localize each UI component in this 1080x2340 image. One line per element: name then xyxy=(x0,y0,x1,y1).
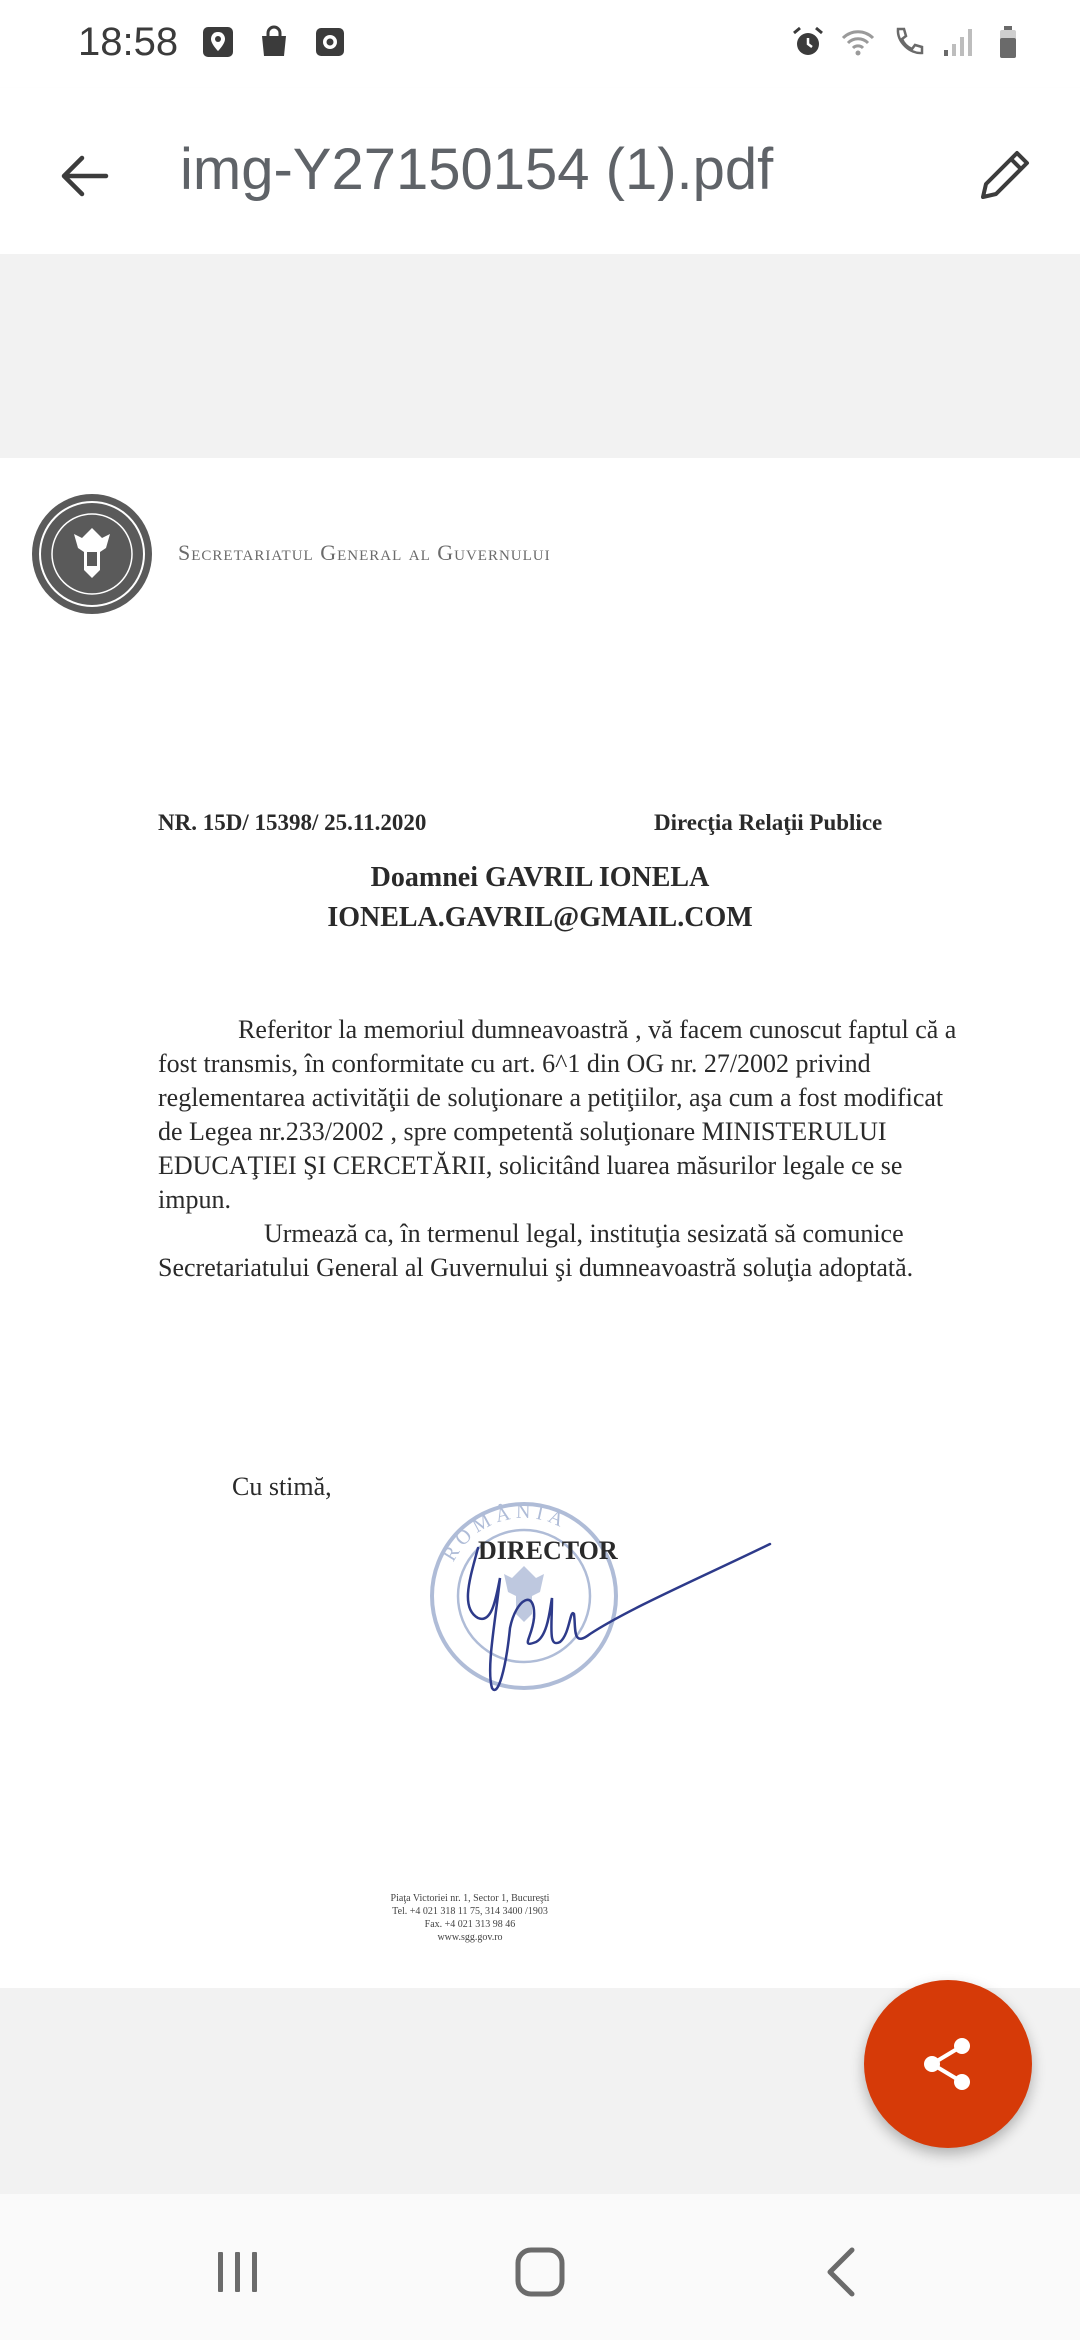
edit-button[interactable] xyxy=(966,134,1046,214)
closing-text: Cu stimă, xyxy=(232,1472,332,1501)
pdf-viewer[interactable] xyxy=(0,254,1080,2194)
home-icon xyxy=(510,2242,570,2302)
letter-document xyxy=(0,458,1080,1988)
status-right-icons xyxy=(790,24,1026,60)
shopping-bag-icon xyxy=(256,24,292,60)
chevron-left-icon xyxy=(812,2242,872,2302)
header-institution: Secretariatul General al Guvernului xyxy=(178,540,551,565)
handwritten-signature-icon xyxy=(440,1538,780,1718)
maps-icon xyxy=(200,24,236,60)
status-left-icons xyxy=(200,24,348,60)
addressee-name: Doamnei GAVRIL IONELA xyxy=(370,862,710,893)
back-nav-button[interactable] xyxy=(802,2232,882,2312)
letter-body xyxy=(158,1013,958,1285)
call-icon xyxy=(890,24,926,60)
screen-record-icon xyxy=(312,24,348,60)
pencil-icon xyxy=(975,143,1037,205)
status-bar xyxy=(0,0,1080,88)
svg-text:ROMÂNIA: ROMÂNIA xyxy=(438,1500,572,1566)
recent-apps-button[interactable] xyxy=(198,2232,278,2312)
footer-address: Piaţa Victoriei nr. 1, Sector 1, Bucureşti xyxy=(390,1893,550,1904)
battery-icon xyxy=(990,24,1026,60)
status-time: 18:58 xyxy=(78,20,179,64)
footer-phone: Tel. +4 021 318 11 75, 314 3400 /1903 xyxy=(392,1906,548,1917)
paragraph-2: Urmează ca, în termenul legal, instituţia sesizată să comunice Secretariatului General al Guvernului şi dumneavoastră soluţia adoptată. xyxy=(158,1219,914,1282)
navigation-bar xyxy=(0,2194,1080,2340)
paragraph-1: Referitor la memoriul dumneavoastră , vă facem cunoscut faptul că a fost transmis, în conformitate cu art. 6^1 din OG nr. 27/2002 privind reglementarea activităţii de soluţionare a petiţiilor, aşa cum a fost modificat de Legea nr.233/2002 , spre competentă soluţionare MINISTERULUI EDUCAŢIEI ŞI CERCETĂRII, solicitând luarea măsurilor legale ce se impun. xyxy=(158,1015,957,1214)
pdf-page[interactable] xyxy=(0,458,1080,1988)
signal-icon xyxy=(940,24,976,60)
share-button[interactable] xyxy=(864,1980,1032,2148)
recent-apps-icon xyxy=(208,2242,268,2302)
department-name: Direcţia Relaţii Publice xyxy=(654,810,883,835)
addressee-email: IONELA.GAVRIL@GMAIL.COM xyxy=(327,902,753,933)
reference-number: NR. 15D/ 15398/ 25.11.2020 xyxy=(158,810,427,835)
government-crest-icon xyxy=(30,492,154,616)
back-button[interactable] xyxy=(46,138,122,214)
home-button[interactable] xyxy=(500,2232,580,2312)
footer-fax: Fax. +4 021 313 98 46 xyxy=(424,1919,516,1930)
file-title: img-Y27150154 (1).pdf xyxy=(180,137,774,202)
letter-footer xyxy=(0,1892,940,1944)
signatory-title: DIRECTOR xyxy=(478,1536,618,1565)
wifi-icon xyxy=(840,24,876,60)
app-bar xyxy=(0,88,1080,254)
alarm-icon xyxy=(790,24,826,60)
footer-website: www.sgg.gov.ro xyxy=(437,1932,503,1943)
arrow-back-icon xyxy=(56,148,112,204)
share-icon xyxy=(916,2032,980,2096)
